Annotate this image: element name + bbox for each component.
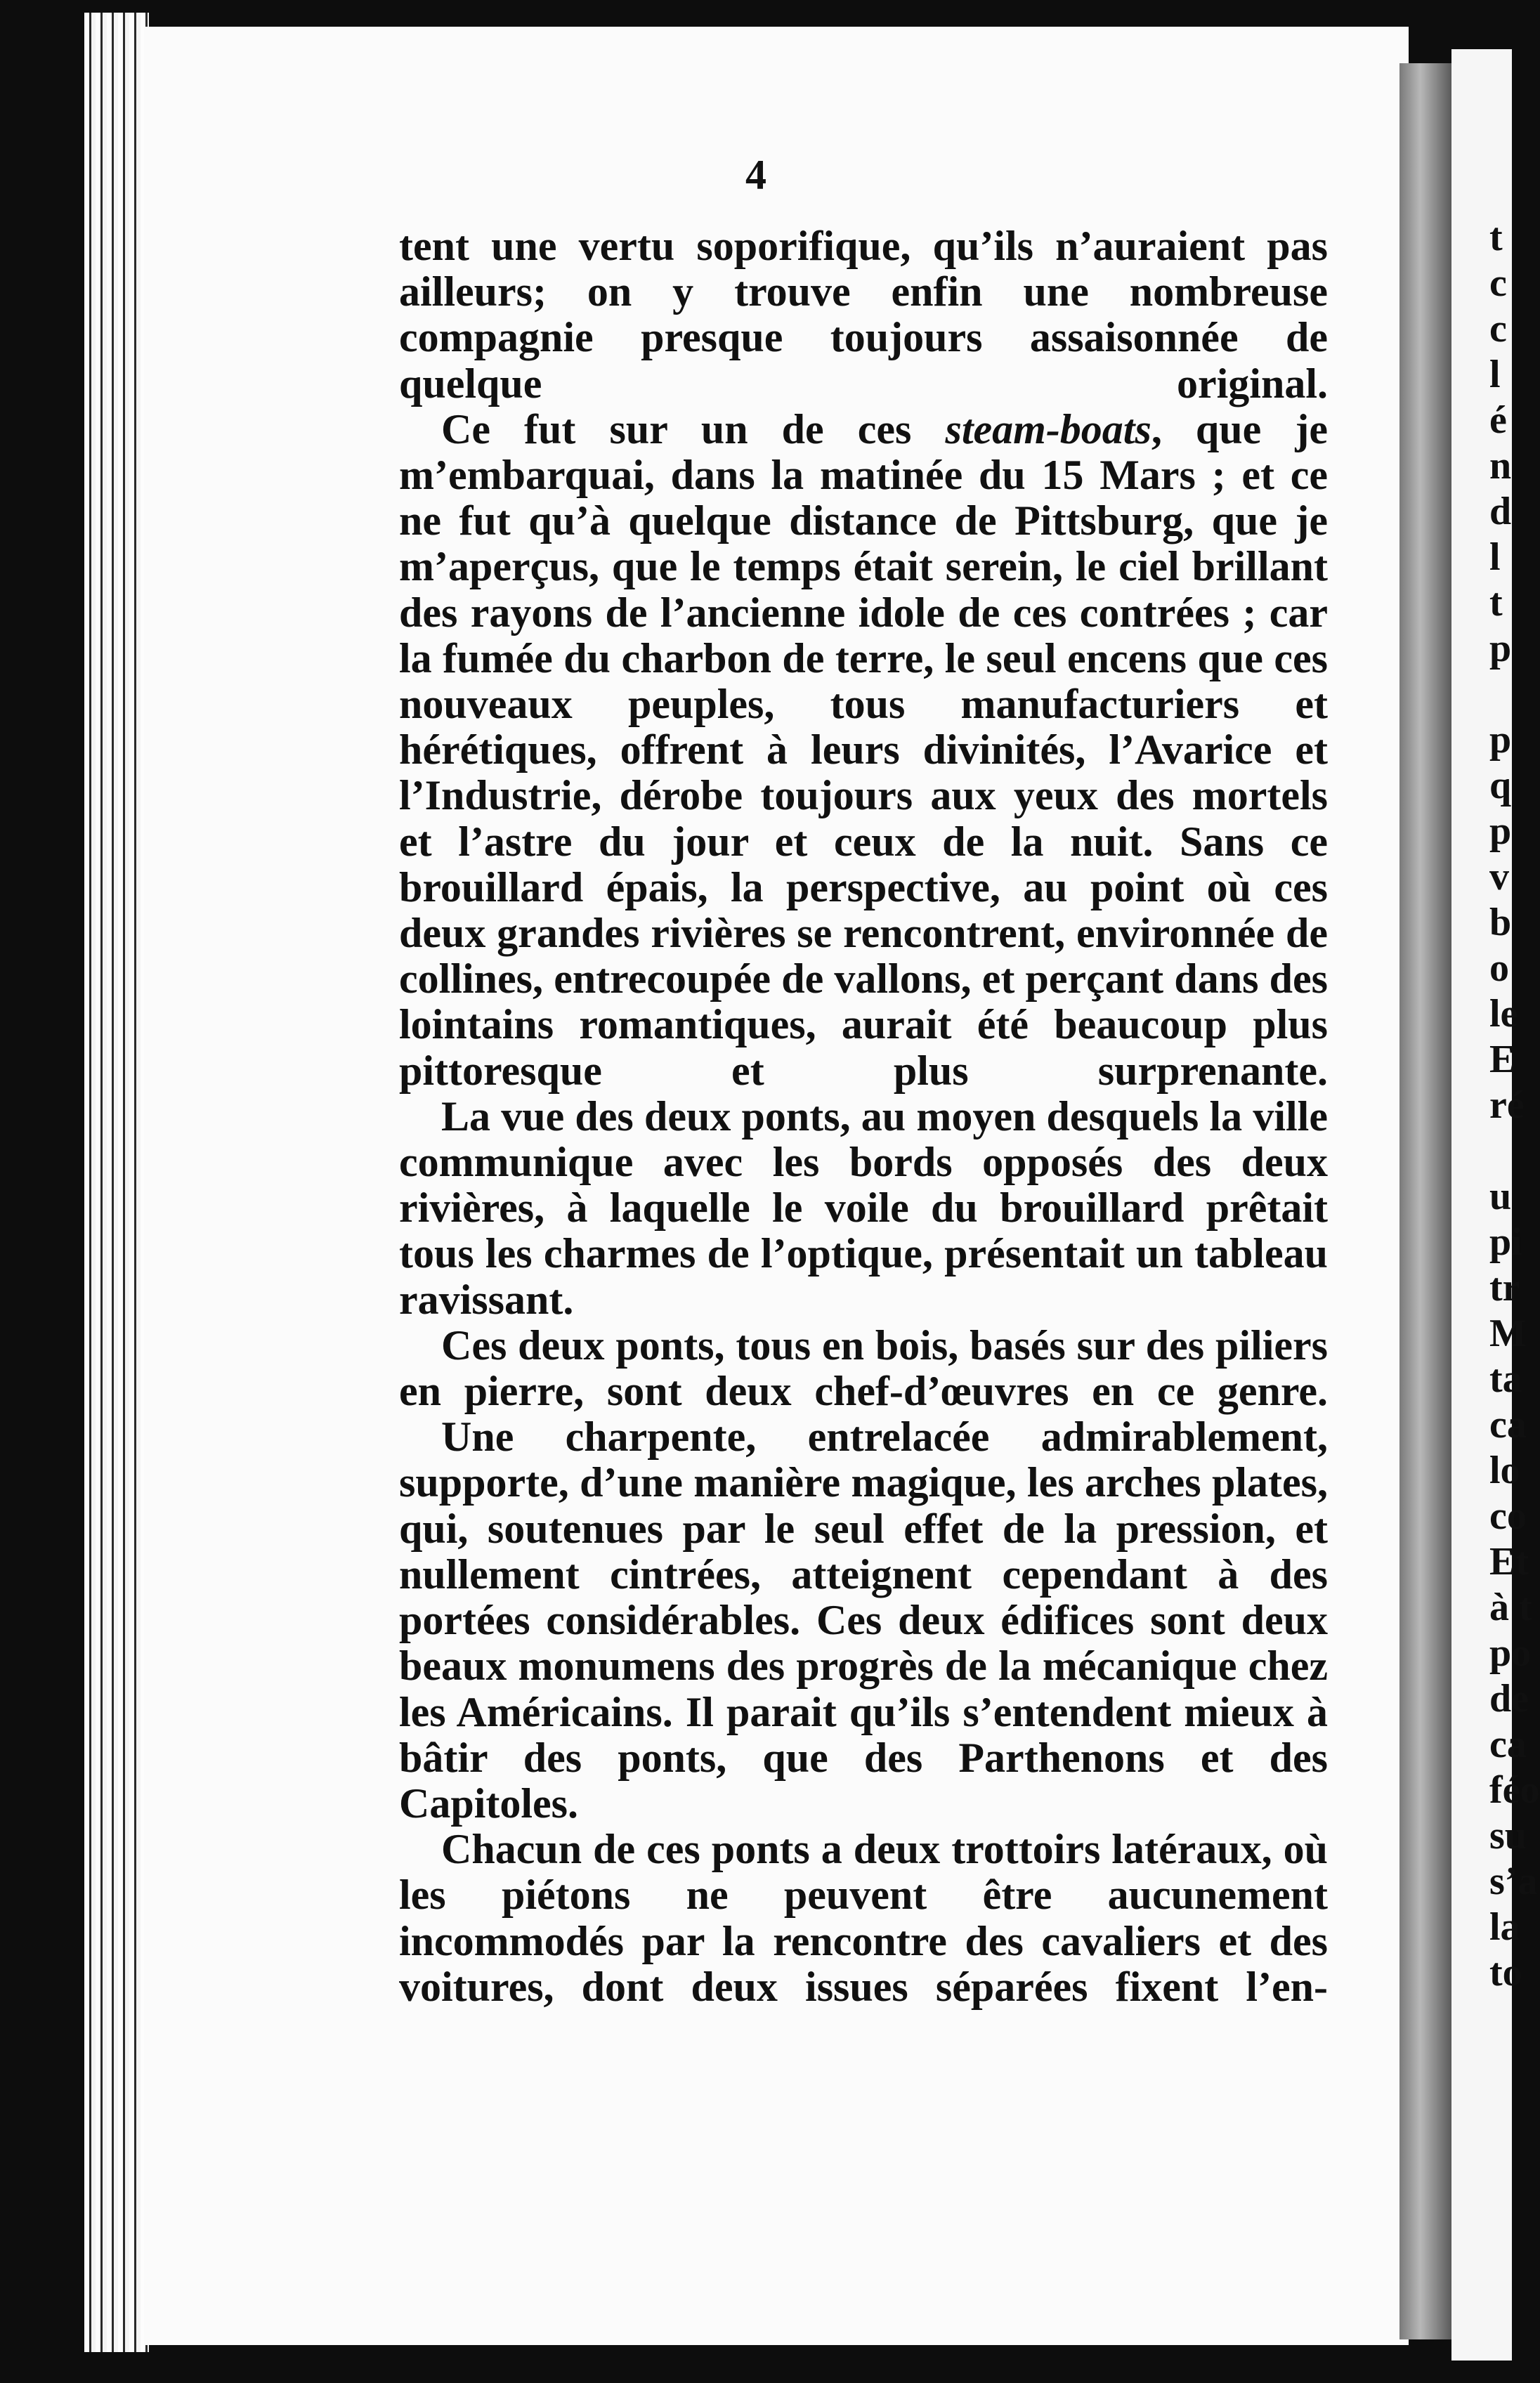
next-page-fragment: po — [1489, 1631, 1532, 1675]
next-page-fragment: b — [1489, 901, 1512, 944]
next-page-fragment: p — [1489, 627, 1512, 670]
next-page-edge — [1451, 49, 1540, 2361]
next-page-fragment: féo — [1489, 1768, 1540, 1812]
next-page-fragment: l — [1489, 535, 1501, 579]
next-page-fragment: su — [1489, 1814, 1527, 1858]
next-page-fragment: co — [1489, 1494, 1527, 1538]
next-page-fragment: ta — [1489, 1357, 1522, 1401]
paragraph-4: Ces deux ponts, tous en bois, basés sur des piliers en pierre, sont deux chef-d’œuvres en ce genre. — [399, 1321, 1328, 1415]
paragraph-2 — [399, 407, 1328, 1094]
next-page-fragment: lo — [1489, 1449, 1520, 1492]
next-page-fragment: n — [1489, 444, 1512, 488]
next-page-fragment: o — [1489, 946, 1509, 990]
paragraph-5: Une charpente, entrelacée admirablement, supporte, d’une manière magique, les arches plates, qui, soutenues par le seul effet de la pression, et nullement cintrées, atteignent cependant à des portées considérables. Ces deux édifices sont deux beaux monumens des progrès de la mécanique chez les Américains. Il parait qu’ils s’entendent mieux à bâtir des ponts, que des Parthenons et des Capitoles. — [399, 1414, 1328, 1827]
body-text — [399, 223, 1328, 2010]
paragraph-2-rest: , que je m’embarquai, dans la matinée du 15 Mars ; et ce ne fut qu’à quelque distance de Pittsburg, que je m’aperçus, que le temps était serein, le ciel brillant des rayons de l’ancienne idole de ces contrées ; car la fumée du charbon de terre, le seul encens que ces nouveaux peuples, tous manufacturiers et hérétiques, offrent à leurs divinités, l’Avarice et l’Industrie, dérobe toujours aux yeux des mortels et l’astre du jour et ceux de la nuit. Sans ce brouillard épais, la perspective, au point où ces deux grandes rivières se rencontrent, environnée de collines, entrecoupée de vallons, et perçant dans des lointains romantiques, aurait été beaucoup plus pittoresque et plus surprenante. — [399, 405, 1329, 1094]
next-page-fragment: E — [1489, 1038, 1516, 1081]
next-page-fragment: Et — [1489, 1540, 1529, 1584]
next-page-fragment: p — [1489, 809, 1512, 853]
next-page-fragment: ré — [1489, 1083, 1525, 1127]
next-page-fragment: d — [1489, 490, 1512, 533]
next-page-fragment: c — [1489, 307, 1507, 351]
page-number: 4 — [745, 152, 766, 198]
next-page-fragment: t — [1489, 581, 1503, 625]
next-page-fragment: à t — [1489, 1586, 1532, 1629]
page-edges — [84, 13, 149, 2352]
next-page-fragment: p — [1489, 718, 1512, 762]
italic-term: steam-boats — [945, 405, 1151, 452]
next-page-fragment: q — [1489, 764, 1512, 807]
next-page-fragment: t — [1489, 216, 1503, 259]
next-page-fragment: é — [1489, 398, 1507, 442]
next-page-fragment: la — [1489, 1905, 1520, 1949]
next-page-fragment: tr — [1489, 1266, 1520, 1310]
next-page-fragment: pi — [1489, 1220, 1522, 1264]
next-page-fragment: le — [1489, 992, 1518, 1036]
next-page-fragment: to — [1489, 1951, 1522, 1994]
paragraph-3: La vue des deux ponts, au moyen desquels la ville communique avec les bords opposés des deux rivières, à laquelle le voile du brouillard prêtait tous les charmes de l’optique, présentait un tableau ravissant. — [399, 1092, 1328, 1323]
next-page-fragment: ca — [1489, 1723, 1527, 1766]
book-gutter — [1399, 63, 1451, 2339]
next-page-fragment: de — [1489, 1677, 1529, 1721]
next-page-fragment: ca — [1489, 1403, 1527, 1447]
paragraph-2-start: Ce fut sur un de ces — [441, 405, 946, 452]
next-page-fragment: v — [1489, 855, 1509, 899]
next-page-fragment: u — [1489, 1175, 1512, 1218]
paragraph-6: Chacun de ces ponts a deux trottoirs latéraux, où les piétons ne peuvent être aucunement incommodés par la rencontre des cavaliers et des voitures, dont deux issues séparées fixent l’en- — [399, 1826, 1328, 2010]
next-page-fragment: s’a — [1489, 1860, 1538, 1903]
paragraph-1: tent une vertu soporifique, qu’ils n’auraient pas ailleurs; on y trouve enfin une nombreuse compagnie presque toujours assaisonnée de quelque original. — [399, 223, 1328, 407]
next-page-fragment: l — [1489, 353, 1501, 396]
next-page-fragment: M — [1489, 1312, 1527, 1355]
next-page-fragment: c — [1489, 261, 1507, 305]
